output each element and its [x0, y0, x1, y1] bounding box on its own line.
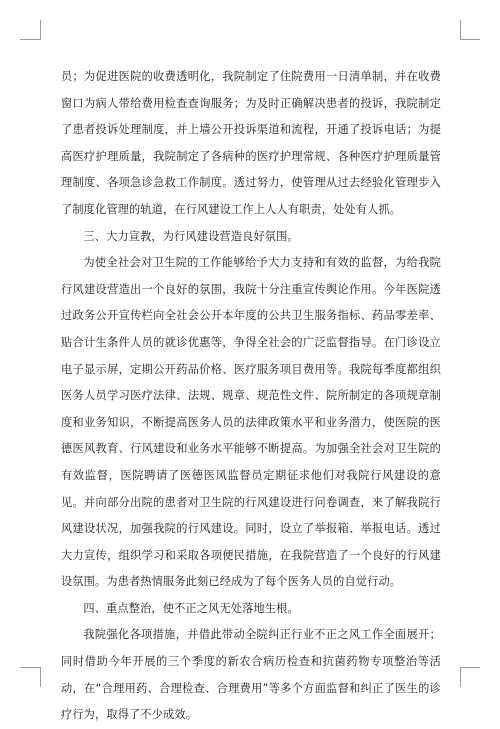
- section-heading-4: 四、重点整治，使不正之风无处落地生根。: [83, 601, 299, 615]
- crop-mark-top-left: [40, 20, 41, 40]
- crop-mark-bottom-left: [20, 667, 40, 668]
- crop-mark-top-left: [20, 39, 40, 40]
- paragraph-continuation: 员；为促进医院的收费透明化，我院制定了住院费用一日清单制，并在收费窗口为病人带给费用检查查询服务；为及时正确解决患者的投诉，我院制定了患者投诉处理制度，并上墙公开投诉渠道和流程，开通了投诉电话；为提高医疗护理质量，我院制定了各病种的医疗护理常规、各种医疗护理质量管理制度、各项急诊急救工作制度。透过努力，使管理从过去经验化管理步入了制度化管理的轨道，在行风建设工作上人人有职责，处处有人抓。: [61, 70, 441, 216]
- section-heading-3: 三、大力宣教，为行风建设营造良好氛围。: [83, 229, 299, 243]
- paragraph-publicity: 为使全社会对卫生院的工作能够给予大力支持和有效的监督，为给我院行风建设营造出一个良好的氛围，我院十分注重宣传舆论作用。今年医院透过政务公开宣传栏向全社会公开本年度的公共卫生服务指标、药品零差率、贴合计生条件人员的就诊优惠等，争得全社会的广泛监督指导。在门诊设立电子显示屏，定期公开药品价格、医疗服务项目费用等。我院每季度都组织医务人员学习医疗法律、法规、规章、规范性文件、院所制定的各项规章制度和业务知识，不断提高医务人员的法律政策水平和业务潜力，使医院的医德医风教育、行风建设和业务水平能够不断提高。为加强全社会对卫生院的有效监督，医院聘请了医德医风监督员定期征求他们对我院行风建设的意见。并向部分出院的患者对卫生院的行风建设进行问卷调查，来了解我院行风建设状况，加强我院的行风建设。同时，设立了举报箱、举报电话。透过大力宣传，组织学习和采取各项便民措施，在我院营造了一个良好的行风建设氛围。为患者热情服务此刻已经成为了每个医务人员的自觉行动。: [61, 256, 441, 589]
- crop-mark-bottom-right: [460, 667, 461, 687]
- crop-mark-top-right: [460, 20, 461, 40]
- crop-mark-bottom-left: [40, 667, 41, 687]
- paragraph-rectification: 我院强化各项措施，并借此带动全院纠正行业不正之风工作全面展开；同时借助今年开展的三个季度的新农合病历检查和抗菌药物专项整治等活动，在“合理用药、合理检查、合理费用”等多个方面监督和纠正了医生的诊疗行为，取得了不少成效。: [61, 628, 441, 722]
- crop-mark-top-right: [460, 39, 480, 40]
- crop-mark-bottom-right: [460, 667, 480, 668]
- document-body: [61, 64, 441, 729]
